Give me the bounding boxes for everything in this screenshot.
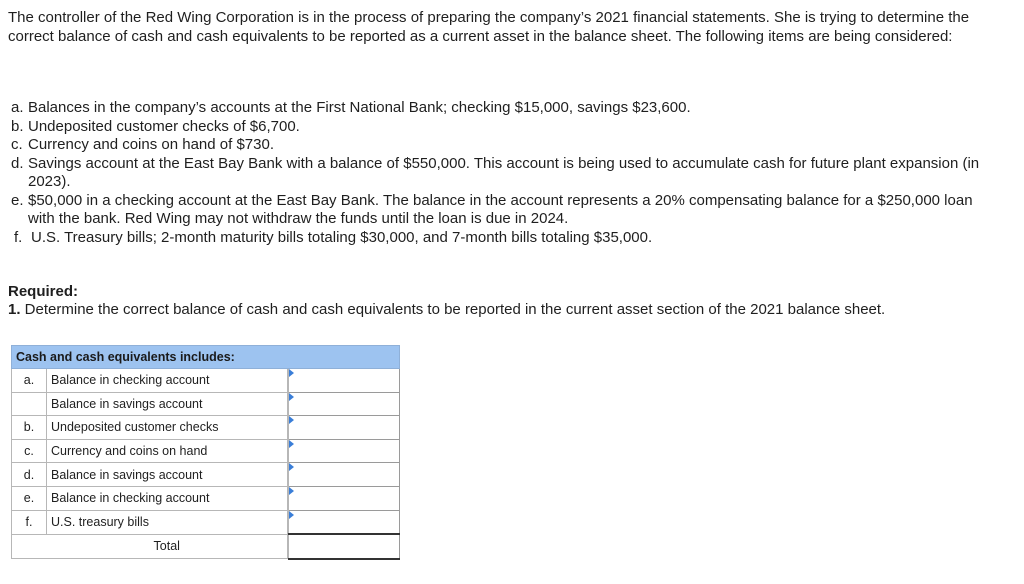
row-letter: a. — [12, 369, 47, 393]
table-row — [12, 510, 400, 534]
row-letter: b. — [12, 416, 47, 440]
amount-cell — [289, 416, 400, 440]
row-letter: f. — [12, 510, 47, 534]
item-letter: c. — [11, 136, 23, 153]
row-letter — [12, 392, 47, 416]
row-label: Undeposited customer checks — [47, 416, 288, 440]
list-item — [11, 99, 1001, 118]
list-item — [11, 118, 1001, 137]
item-text: Balances in the company’s accounts at the First National Bank; checking $15,000, savings $23,600. — [28, 99, 691, 116]
total-cell — [289, 534, 400, 559]
amount-input[interactable] — [289, 393, 399, 416]
question-number: 1. — [8, 301, 21, 318]
list-item — [11, 155, 1001, 192]
total-label: Total — [47, 534, 288, 559]
row-label: Balance in savings account — [47, 392, 288, 416]
amount-cell — [289, 463, 400, 487]
required-question — [8, 301, 885, 319]
item-letter: e. — [11, 191, 24, 209]
amount-cell — [289, 392, 400, 416]
table-header: Cash and cash equivalents includes: — [12, 346, 400, 369]
table-row — [12, 392, 400, 416]
table-row — [12, 416, 400, 440]
table-header-row — [12, 346, 400, 369]
considered-items-list — [11, 99, 1001, 247]
table-row — [12, 439, 400, 463]
row-letter: c. — [12, 439, 47, 463]
row-letter: e. — [12, 486, 47, 510]
row-label: U.S. treasury bills — [47, 510, 288, 534]
list-item — [11, 136, 1001, 155]
amount-input[interactable] — [289, 416, 399, 439]
amount-input[interactable] — [289, 487, 399, 510]
cash-equivalents-table — [11, 345, 400, 560]
total-row — [12, 534, 400, 559]
table-row — [12, 486, 400, 510]
item-text: Currency and coins on hand of $730. — [28, 136, 274, 153]
required-heading: Required: — [8, 283, 79, 300]
amount-cell — [289, 510, 400, 534]
item-letter: a. — [11, 99, 24, 116]
amount-cell — [289, 369, 400, 393]
row-label: Balance in checking account — [47, 369, 288, 393]
question-text: Determine the correct balance of cash and cash equivalents to be reported in the current asset section of the 2021 balance sheet. — [20, 301, 886, 318]
item-letter: f. — [14, 228, 23, 246]
item-text: Undeposited customer checks of $6,700. — [28, 117, 300, 135]
item-text: $50,000 in a checking account at the East Bay Bank. The balance in the account represents a 20% compensating balance for a $250,000 loan with the bank. Red Wing may not withdraw the funds until the loan is due in 2024. — [28, 191, 973, 227]
item-letter: b. — [11, 117, 24, 135]
item-letter: d. — [11, 154, 24, 172]
table-row — [12, 369, 400, 393]
amount-input[interactable] — [289, 511, 399, 534]
total-input[interactable] — [289, 535, 399, 558]
row-letter — [12, 534, 47, 559]
row-label: Balance in checking account — [47, 486, 288, 510]
row-label: Currency and coins on hand — [47, 439, 288, 463]
list-item — [11, 192, 1001, 229]
item-text: Savings account at the East Bay Bank with a balance of $550,000. This account is being used to accumulate cash for future plant expansion (in 2023). — [28, 154, 980, 190]
item-text: U.S. Treasury bills; 2-month maturity bills totaling $30,000, and 7-month bills totaling $35,000. — [31, 228, 653, 246]
amount-input[interactable] — [289, 369, 399, 392]
problem-intro: The controller of the Red Wing Corporation is in the process of preparing the company’s 2021 financial statements. She is trying to determine the correct balance of cash and cash equivalents to be reported as a current asset in the balance sheet. The following items are being considered: — [8, 9, 970, 45]
amount-cell — [289, 439, 400, 463]
list-item — [11, 229, 1001, 248]
row-label: Balance in savings account — [47, 463, 288, 487]
row-letter: d. — [12, 463, 47, 487]
amount-cell — [289, 486, 400, 510]
amount-input[interactable] — [289, 440, 399, 463]
amount-input[interactable] — [289, 463, 399, 486]
table-row — [12, 463, 400, 487]
